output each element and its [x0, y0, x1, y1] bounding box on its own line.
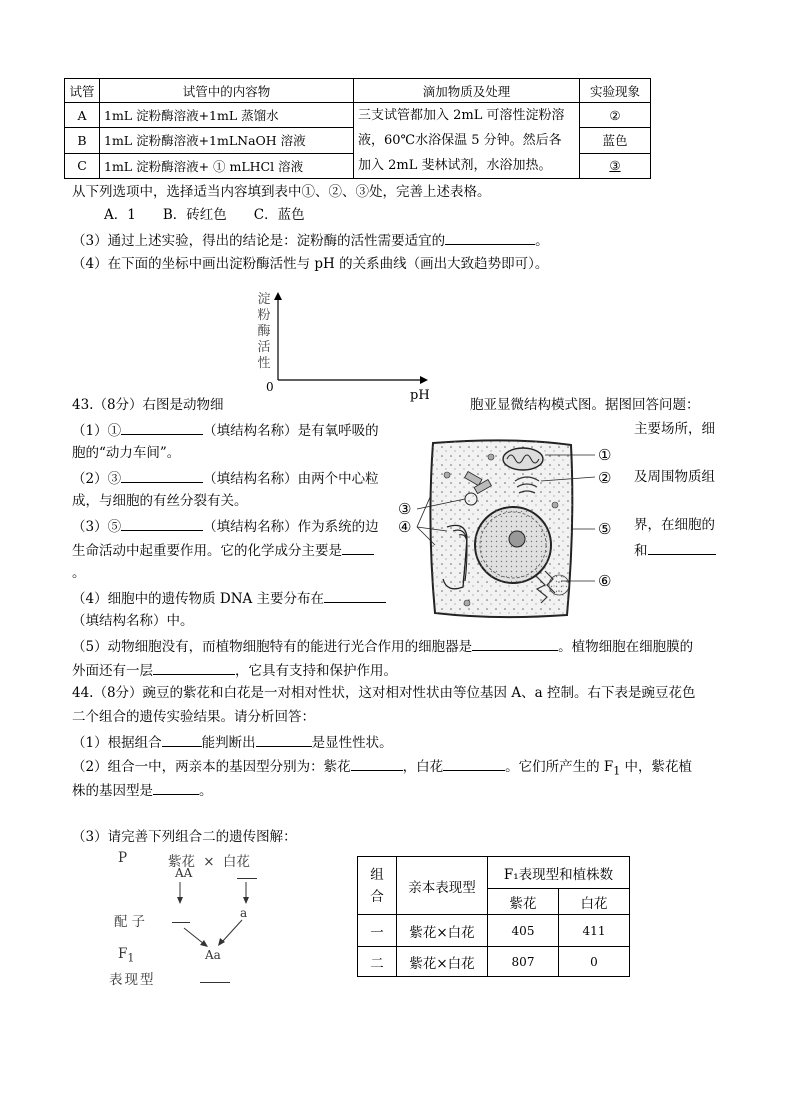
group-cell: 二: [358, 947, 397, 977]
q-text: （1）①: [72, 423, 122, 439]
q3-text: （3）通过上述实验，得出的结论是：淀粉酶的活性需要适宜的: [72, 233, 446, 249]
q44-3: （3）请完善下列组合二的遗传图解：: [72, 829, 297, 845]
y-label-char: 淀: [257, 292, 271, 307]
cell-label-5: ⑤: [598, 520, 612, 538]
cross-gamete-label: 配子: [114, 914, 149, 930]
answer-blank[interactable]: [648, 540, 716, 555]
q43-2-right: 及周围物质组: [634, 469, 715, 485]
answer-blank[interactable]: [256, 732, 312, 747]
result-cell: ②: [580, 103, 651, 128]
header-char: 组: [370, 866, 384, 883]
q43-line1-left: 43.（8分）右图是动物细: [72, 397, 224, 413]
header-group: [358, 857, 397, 915]
question-4: （4）在下面的坐标中画出淀粉酶活性与 pH 的关系曲线（画出大致趋势即可）。: [72, 256, 549, 272]
instruction: 从下列选项中，选择适当内容填到表中①、②、③处，完善上述表格。: [72, 184, 491, 200]
q-text: 和: [634, 543, 648, 559]
answer-blank[interactable]: [351, 756, 403, 771]
cell-label-6: ⑥: [598, 572, 612, 590]
q43-3: [72, 516, 379, 536]
q-text: （填结构名称）作为系统的边: [203, 519, 379, 535]
q44-2-cont: [72, 780, 213, 800]
q43-3-and: [634, 540, 716, 560]
q43-3-end: 。: [72, 565, 86, 581]
treatment-line: 加入 2mL 斐林试剂，水浴加热。: [358, 158, 552, 173]
result-cell: ③: [580, 153, 651, 178]
axis-origin: 0: [266, 380, 274, 394]
table-header-row: [65, 79, 651, 103]
q43-3-right: 界，在细胞的: [634, 517, 715, 533]
q-text: （2）③: [72, 471, 122, 487]
header-cell: 试管: [65, 79, 100, 103]
x-axis-label: pH: [410, 388, 430, 403]
genetics-table: [357, 856, 630, 977]
q-text: （5）动物细胞没有，而植物细胞特有的能进行光合作用的细胞器是: [72, 639, 473, 655]
q43-5-cont: [72, 660, 397, 680]
result-cell: 蓝色: [580, 128, 651, 153]
q43-5: [72, 636, 693, 656]
tube-cell: C: [65, 153, 100, 178]
q-text: 外面还有一层: [72, 663, 153, 679]
answer-blank[interactable]: [443, 756, 505, 771]
content-cell: 1mL 淀粉酶溶液+ ① mLHCl 溶液: [100, 153, 354, 178]
answer-blank[interactable]: [153, 780, 199, 795]
subscript: 1: [127, 951, 135, 965]
q-text: （2）组合一中，两亲本的基因型分别为：紫花: [72, 759, 351, 775]
q43-4-end: （填结构名称）中。: [72, 613, 194, 629]
y-label-char: 活: [257, 340, 271, 355]
content-cell: 1mL 淀粉酶溶液+1mLNaOH 溶液: [100, 128, 354, 153]
purple-cell: 807: [488, 947, 559, 977]
q-text: 中，紫花植: [620, 759, 693, 775]
q-text: ，白花: [402, 759, 444, 775]
q43-1: [72, 420, 379, 440]
cross-Aa: Aa: [205, 948, 221, 962]
treatment-cell: [354, 103, 580, 179]
answer-blank[interactable]: [121, 468, 203, 483]
white-cell: 411: [559, 915, 630, 947]
parents-cell: 紫花×白花: [397, 947, 488, 977]
group-cell: 一: [358, 915, 397, 947]
white-cell: 0: [559, 947, 630, 977]
header-cell: 实验现象: [580, 79, 651, 103]
treatment-line: 液，60℃水浴保温 5 分钟。然后各: [358, 133, 562, 148]
header-char: 合: [370, 888, 384, 905]
cross-F: [118, 946, 134, 965]
header-white: 白花: [559, 889, 630, 915]
header-cell: 滴加物质及处理: [354, 79, 580, 103]
cross-blank-phenotype[interactable]: [200, 982, 230, 983]
answer-blank[interactable]: [324, 588, 386, 603]
header-purple: 紫花: [488, 889, 559, 915]
q-text: （填结构名称）由两个中心粒: [203, 471, 379, 487]
q44-2: [72, 756, 692, 781]
q43-1-right: 主要场所，细: [634, 421, 715, 437]
answer-blank[interactable]: [162, 732, 202, 747]
table-row: [358, 947, 630, 977]
header-parent: 亲本表现型: [397, 857, 488, 915]
q-text: 。植物细胞在细胞膜的: [558, 639, 694, 655]
q43-line1-right: 胞亚显微结构模式图。据图回答问题：: [470, 397, 700, 413]
cell-label-1: ①: [598, 446, 612, 464]
q-text: 能判断出: [201, 735, 256, 751]
answer-blank[interactable]: [342, 540, 374, 555]
tube-cell: A: [65, 103, 100, 128]
q44-line1: 44.（8分）豌豆的紫花和白花是一对相对性状，这对相对性状由等位基因 A、a 控制。右下表是豌豆花色: [72, 685, 696, 701]
purple-cell: 405: [488, 915, 559, 947]
cross-phenotype-label: 表现型: [109, 972, 156, 988]
q44-line2: 二个组合的遗传实验结果。请分析回答：: [72, 709, 315, 725]
subscript: 1: [613, 764, 621, 778]
coordinate-axes: [270, 292, 430, 387]
content-cell: 1mL 淀粉酶溶液+1mL 蒸馏水: [100, 103, 354, 128]
table-row: [358, 915, 630, 947]
answer-blank[interactable]: [121, 516, 203, 531]
cell-label-2: ②: [598, 469, 612, 487]
cell-label-4: ④: [398, 518, 412, 536]
q-text: （1）根据组合: [72, 735, 162, 751]
q-text: （填结构名称）是有氧呼吸的: [203, 423, 379, 439]
animal-cell-diagram: [395, 435, 630, 620]
answer-blank[interactable]: [153, 660, 235, 675]
q-text: 株的基因型是: [72, 783, 153, 799]
q43-2: [72, 468, 379, 488]
q-text: 是显性性状。: [311, 735, 393, 751]
cell-label-3: ③: [398, 500, 412, 518]
experiment-table: [64, 78, 651, 179]
tube-cell: B: [65, 128, 100, 153]
answer-blank[interactable]: [121, 420, 203, 435]
cross-AA: AA: [175, 866, 193, 880]
treatment-line: 三支试管都加入 2mL 可溶性淀粉溶: [358, 108, 565, 123]
q43-4: [72, 588, 386, 608]
header-cell: 试管中的内容物: [100, 79, 354, 103]
question-3: [72, 230, 549, 250]
options: A．1 B．砖红色 C．蓝色: [104, 207, 305, 223]
q-text: ，它具有支持和保护作用。: [235, 663, 397, 679]
header-f1: F₁表现型和植株数: [488, 857, 630, 889]
q-text: 。: [199, 783, 213, 799]
table-row: [65, 103, 651, 128]
q3-end: 。: [535, 233, 549, 249]
y-label-char: 酶: [257, 324, 271, 339]
q43-2-cont: 成，与细胞的有丝分裂有关。: [72, 493, 248, 509]
nucleolus: [509, 531, 525, 547]
q-text: 生命活动中起重要作用。它的化学成分主要是: [72, 543, 342, 559]
q43-3-cont: [72, 540, 374, 560]
cross-parents: 紫花 × 白花: [168, 854, 250, 870]
answer-blank[interactable]: [472, 636, 558, 651]
y-label-char: 粉: [257, 308, 271, 323]
q-text: 。它们所产生的 F: [505, 759, 614, 775]
cross-arrows: [160, 876, 270, 956]
q43-1-cont: 胞的“动力车间”。: [72, 445, 181, 461]
y-label-char: 性: [257, 356, 271, 371]
f-letter: F: [118, 946, 128, 962]
q-text: （4）细胞中的遗传物质 DNA 主要分布在: [72, 591, 325, 607]
table-header-row: [358, 857, 630, 889]
answer-blank[interactable]: [445, 230, 535, 245]
q-text: （3）⑤: [72, 519, 122, 535]
parents-cell: 紫花×白花: [397, 915, 488, 947]
cross-p: P: [118, 850, 128, 866]
cross-a: a: [240, 906, 248, 920]
q44-1: [72, 732, 393, 752]
